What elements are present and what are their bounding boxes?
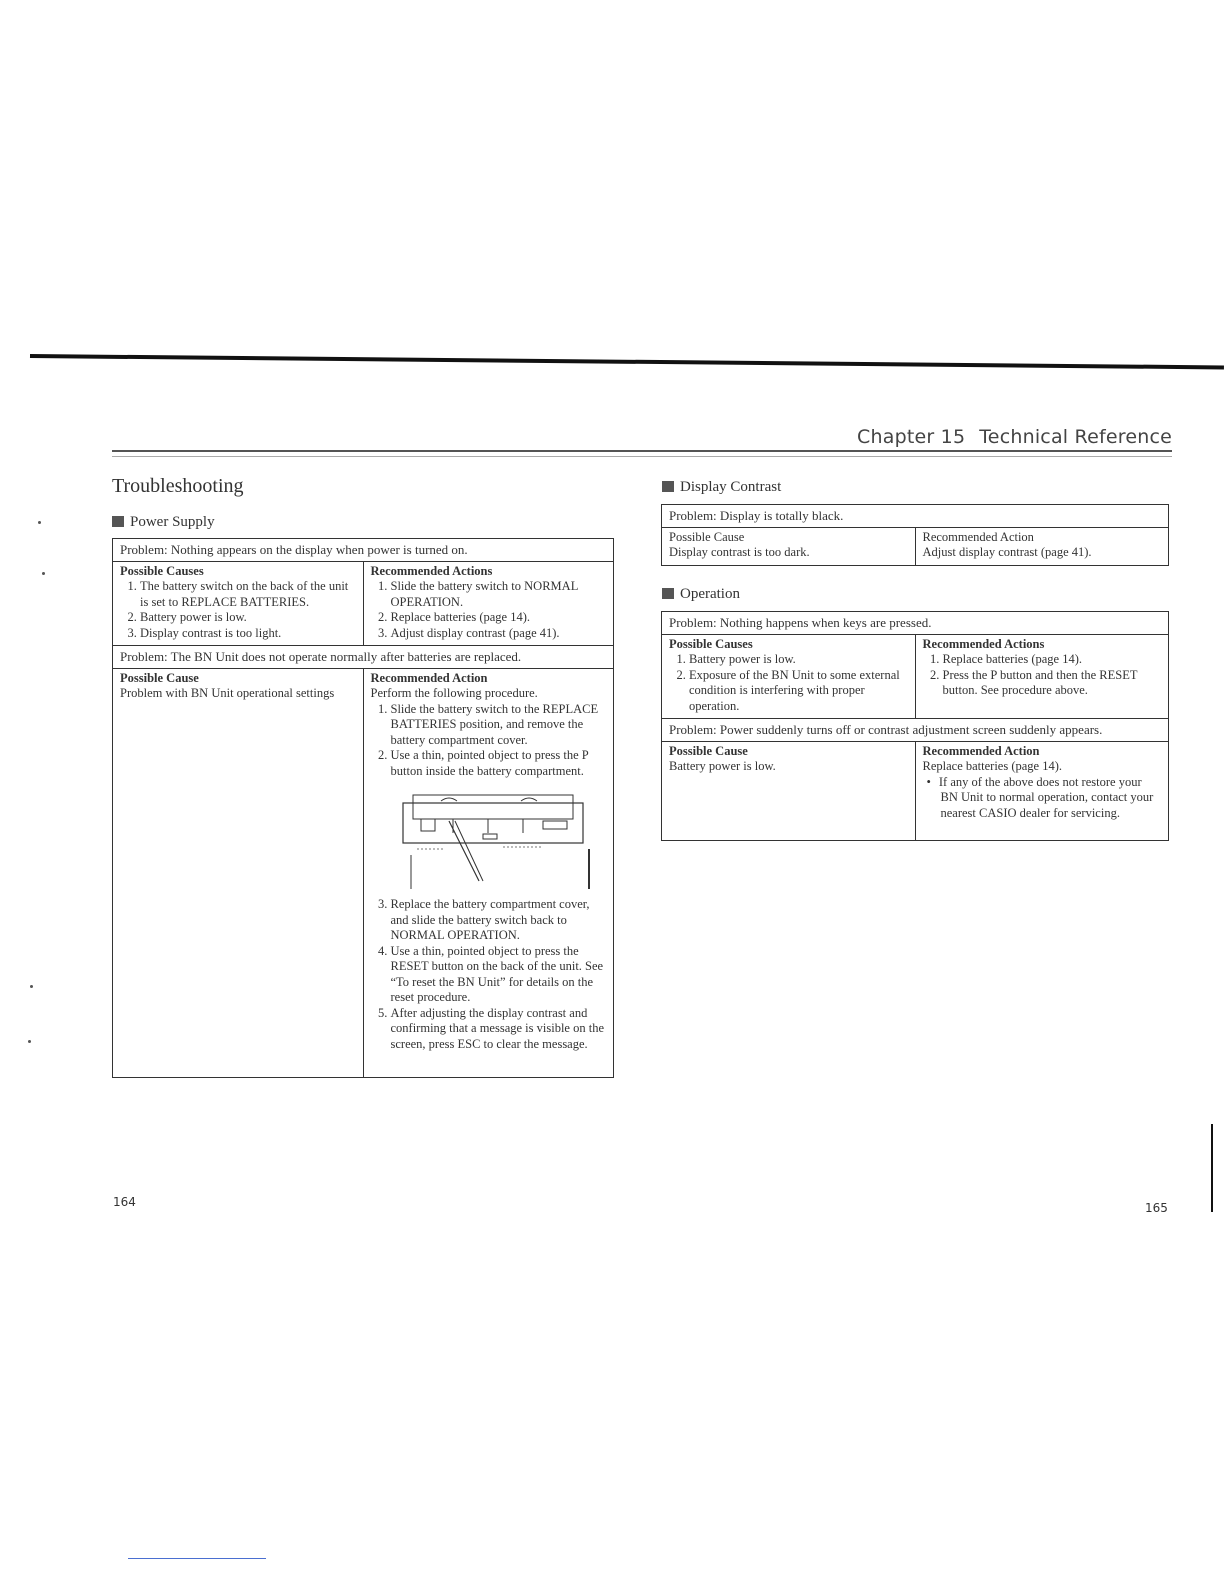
list-item: 2. Battery power is low. (140, 610, 356, 626)
margin-mark (28, 1040, 31, 1043)
list-item: 1. Slide the battery switch to NORMAL OPERATION. (391, 579, 607, 610)
cause-cell (113, 668, 364, 1077)
causes-list (669, 652, 908, 714)
section-title: Power Supply (130, 514, 215, 530)
list-item: 1. The battery switch on the back of the unit is set to REPLACE BATTERIES. (140, 579, 356, 610)
action-label: Recommended Action (922, 743, 1040, 758)
list-item: 3. Display contrast is too light. (140, 626, 356, 642)
list-item: 1. Battery power is low. (689, 652, 908, 668)
problem-row: Problem: Power suddenly turns off or contrast adjustment screen suddenly appears. (662, 719, 1169, 742)
list-item: 4. Use a thin, pointed object to press the RESET button on the back of the unit. See “To reset the BN Unit” for details on the reset procedure. (391, 944, 607, 1006)
action-cell (915, 527, 1169, 565)
causes-label: Possible Causes (120, 563, 204, 578)
page-edge-mark (1211, 1124, 1213, 1212)
page-number-left: 164 (113, 1195, 136, 1209)
section-square-icon (662, 481, 674, 492)
cause-text: Battery power is low. (669, 759, 776, 773)
list-item: 2. Replace batteries (page 14). (391, 610, 607, 626)
operation-table (661, 611, 1169, 841)
actions-cell (915, 634, 1169, 719)
problem-row: Problem: Nothing happens when keys are pressed. (662, 612, 1169, 635)
header-rule (112, 450, 1172, 452)
action-intro: Perform the following procedure. (370, 686, 538, 700)
list-item: 2. Exposure of the BN Unit to some external condition is interfering with proper operation. (689, 668, 908, 715)
section-square-icon (112, 516, 124, 527)
actions-list (371, 579, 607, 641)
chapter-header (857, 426, 1172, 448)
action-text: Replace batteries (page 14). (922, 759, 1063, 773)
problem-row: Problem: Display is totally black. (662, 505, 1169, 528)
list-item: 3. Replace the battery compartment cover, and slide the battery switch back to NORMAL OPERATION. (391, 897, 607, 944)
note-list (923, 775, 1162, 822)
section-display-contrast (662, 479, 781, 496)
cause-label: Possible Cause (669, 743, 748, 758)
actions-label: Recommended Actions (922, 636, 1045, 651)
top-scan-rule (30, 354, 1224, 369)
causes-list (120, 579, 356, 641)
display-contrast-table (661, 504, 1169, 566)
page-number-right: 165 (1145, 1201, 1168, 1215)
list-item: • If any of the above does not restore your BN Unit to normal operation, contact your nearest CASIO dealer for servicing. (941, 775, 1162, 822)
problem-row: Problem: Nothing appears on the display when power is turned on. (113, 539, 614, 562)
actions-label: Recommended Actions (370, 563, 493, 578)
list-item: 2. Press the P button and then the RESET button. See procedure above. (943, 668, 1162, 699)
section-power-supply (112, 514, 215, 531)
actions-cell (363, 561, 614, 646)
bottom-underline (128, 1558, 266, 1559)
margin-mark (38, 521, 41, 524)
cause-cell (662, 741, 916, 840)
list-item: 1. Replace batteries (page 14). (943, 652, 1162, 668)
cause-text: Display contrast is too dark. (669, 545, 810, 559)
list-item: 2. Use a thin, pointed object to press the P button inside the battery compartment. (391, 748, 607, 779)
section-square-icon (662, 588, 674, 599)
margin-mark (30, 985, 33, 988)
procedure-steps-b (371, 897, 607, 1052)
actions-list (923, 652, 1162, 699)
procedure-steps-a (371, 702, 607, 780)
action-text: Adjust display contrast (page 41). (922, 545, 1092, 559)
action-label: Recommended Action (922, 529, 1034, 544)
list-item: 5. After adjusting the display contrast and confirming that a message is visible on the screen, press ESC to clear the message. (391, 1006, 607, 1053)
margin-mark (42, 572, 45, 575)
header-rule-thin (112, 456, 1172, 457)
causes-label: Possible Causes (669, 636, 753, 651)
chapter-title: Technical Reference (979, 426, 1172, 448)
problem-row: Problem: The BN Unit does not operate normally after batteries are replaced. (113, 646, 614, 669)
causes-cell (662, 634, 916, 719)
section-title: Display Contrast (680, 479, 782, 495)
action-cell (915, 741, 1169, 840)
action-cell (363, 668, 614, 1077)
chapter-label: Chapter 15 (857, 426, 966, 448)
list-item: 3. Adjust display contrast (page 41). (391, 626, 607, 642)
section-title: Operation (680, 586, 740, 602)
cause-label: Possible Cause (669, 529, 745, 544)
list-item: 1. Slide the battery switch to the REPLACE BATTERIES position, and remove the battery compartment cover. (391, 702, 607, 749)
battery-compartment-illustration (393, 789, 593, 889)
cause-cell (662, 527, 916, 565)
power-supply-table (112, 538, 614, 1078)
causes-cell (113, 561, 364, 646)
action-label: Recommended Action (370, 670, 488, 685)
section-operation (662, 586, 740, 603)
cause-label: Possible Cause (120, 670, 199, 685)
cause-text: Problem with BN Unit operational settings (120, 686, 335, 700)
page-title: Troubleshooting (112, 475, 244, 497)
